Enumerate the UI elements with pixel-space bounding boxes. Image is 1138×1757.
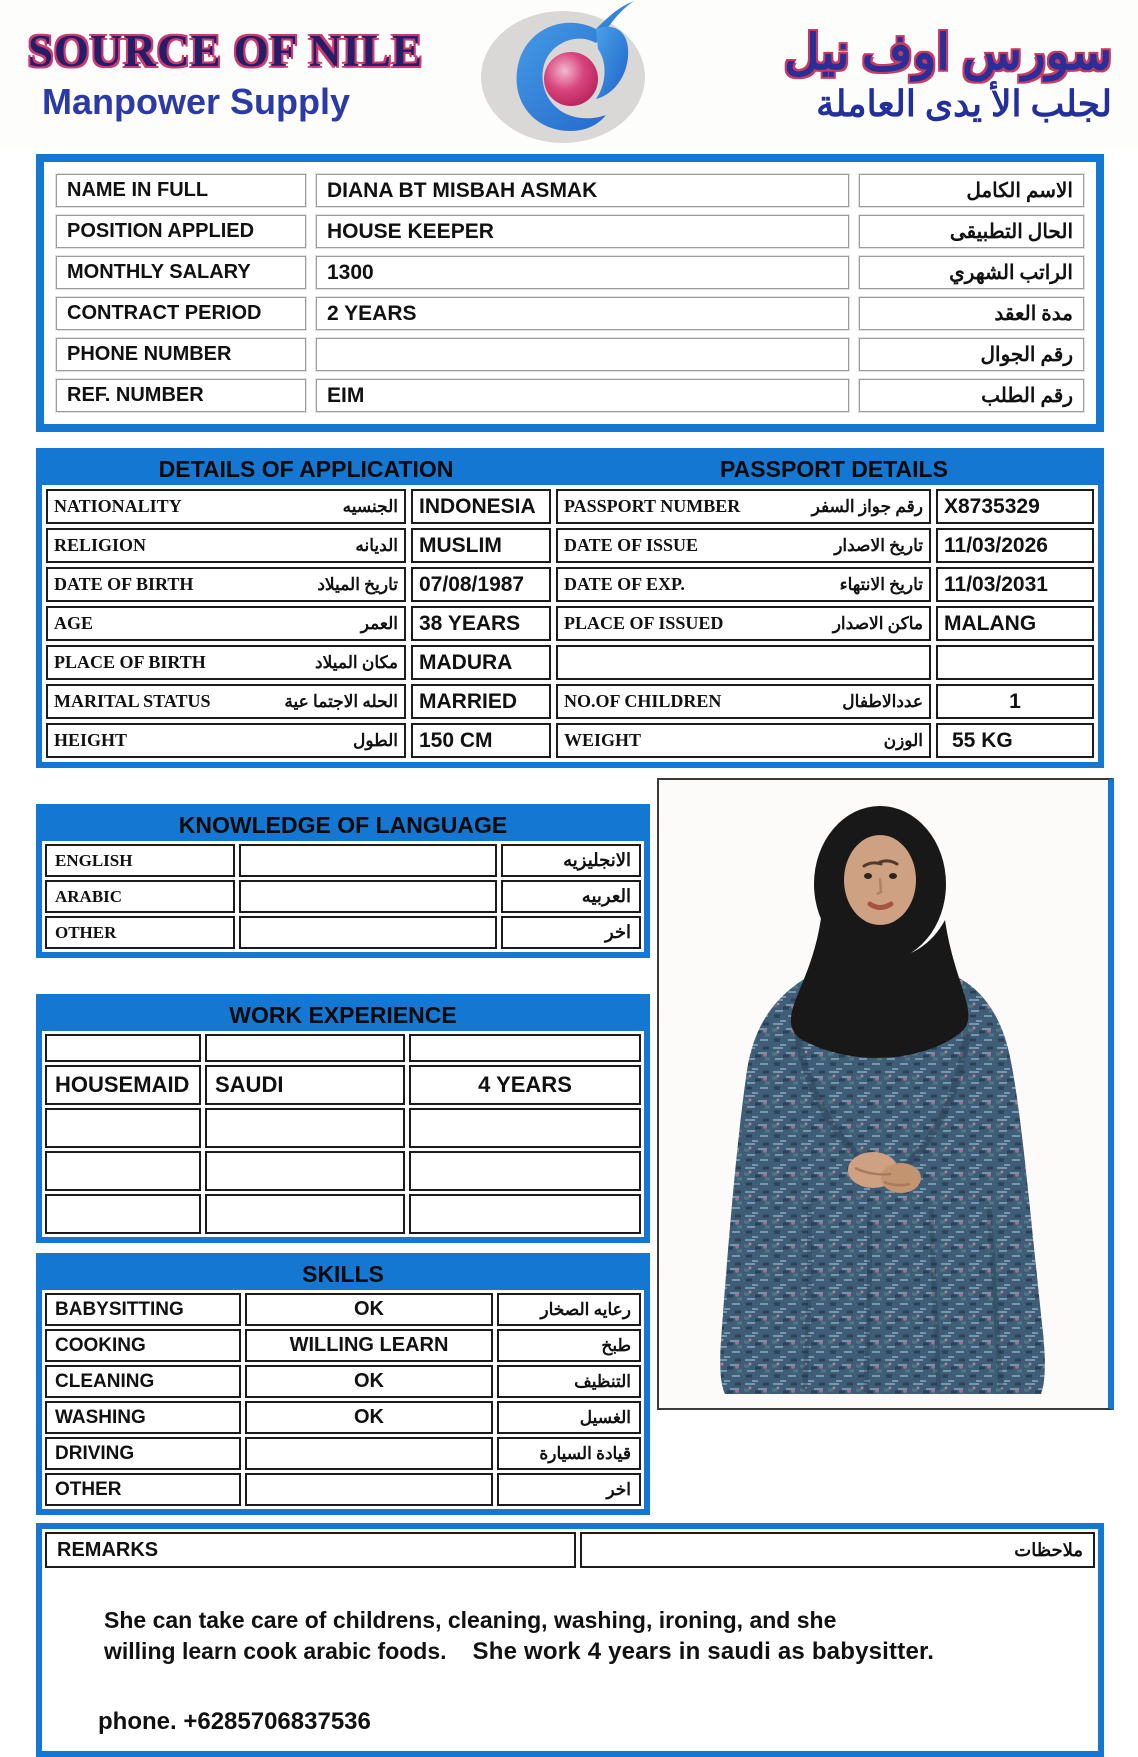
- table-row: [45, 916, 641, 949]
- religion-label: RELIGION: [54, 535, 147, 555]
- brand-subtitle: Manpower Supply: [42, 81, 351, 122]
- table-row: [45, 1401, 641, 1434]
- salary-label-arabic: الراتب الشهري: [859, 256, 1084, 289]
- height-label-arabic: الطول: [353, 730, 398, 750]
- name-value: DIANA BT MISBAH ASMAK: [316, 174, 849, 207]
- table-row: [46, 606, 1094, 641]
- section-header: [42, 454, 1098, 485]
- other-language-label: OTHER: [45, 916, 235, 949]
- arabic-value: [239, 880, 497, 913]
- work-experience-section: [36, 994, 650, 1243]
- date-of-birth-value: 07/08/1987: [411, 567, 551, 602]
- table-row: [45, 1065, 641, 1105]
- age-label-arabic: العمر: [360, 613, 398, 633]
- cleaning-value: OK: [245, 1365, 493, 1398]
- weight-label-arabic: الوزن: [883, 730, 923, 750]
- place-of-issued-value: MALANG: [936, 606, 1094, 641]
- weight-value: 55 KG: [936, 723, 1094, 758]
- salary-label: MONTHLY SALARY: [56, 256, 306, 289]
- other-language-value: [239, 916, 497, 949]
- other-skill-value: [245, 1473, 493, 1506]
- remarks-label: REMARKS: [45, 1532, 576, 1568]
- candidate-photo: [657, 778, 1114, 1410]
- remarks-label-arabic: ملاحظات: [580, 1532, 1095, 1568]
- contract-value: 2 YEARS: [316, 297, 849, 330]
- date-of-birth-label: DATE OF BIRTH: [54, 574, 194, 594]
- phone-value: [316, 338, 849, 371]
- brand-title: SOURCE OF NILE: [28, 26, 423, 76]
- washing-label-arabic: الغسيل: [497, 1401, 641, 1434]
- work-position-value: HOUSEMAID: [45, 1065, 201, 1105]
- other-skill-label: OTHER: [45, 1473, 241, 1506]
- table-row: [56, 338, 1084, 371]
- table-row: [45, 844, 641, 877]
- marital-status-label: MARITAL STATUS: [54, 691, 211, 711]
- table-row: [45, 1151, 641, 1191]
- passport-number-value: X8735329: [936, 489, 1094, 524]
- brand-block: [0, 25, 468, 123]
- date-of-issue-label: DATE OF ISSUE: [564, 535, 699, 555]
- passport-number-label: PASSPORT NUMBER: [564, 496, 741, 516]
- empty-value: [936, 645, 1094, 680]
- driving-label-arabic: قيادة السيارة: [497, 1437, 641, 1470]
- english-value: [239, 844, 497, 877]
- nationality-label: NATIONALITY: [54, 496, 182, 516]
- place-of-birth-label-arabic: مكان الميلاد: [315, 652, 398, 672]
- contract-label-arabic: مدة العقد: [859, 297, 1084, 330]
- language-title: KNOWLEDGE OF LANGUAGE: [42, 810, 644, 841]
- contract-label: CONTRACT PERIOD: [56, 297, 306, 330]
- work-experience-title: WORK EXPERIENCE: [42, 1000, 644, 1031]
- driving-label: DRIVING: [45, 1437, 241, 1470]
- cooking-label-arabic: طبخ: [497, 1329, 641, 1362]
- details-passport-section: [36, 448, 1104, 768]
- remarks-body: [42, 1571, 1098, 1746]
- table-row: [46, 489, 1094, 524]
- remarks-header: [42, 1529, 1098, 1571]
- other-language-label-arabic: اخر: [501, 916, 641, 949]
- age-value: 38 YEARS: [411, 606, 551, 641]
- table-row: [45, 1365, 641, 1398]
- remarks-section: [36, 1523, 1104, 1757]
- table-row: [46, 684, 1094, 719]
- children-label: NO.OF CHILDREN: [564, 691, 722, 711]
- height-value: 150 CM: [411, 723, 551, 758]
- brand-arabic-block: [658, 24, 1138, 125]
- position-label-arabic: الحال التطبيقى: [859, 215, 1084, 248]
- cooking-label: COOKING: [45, 1329, 241, 1362]
- arabic-label: ARABIC: [45, 880, 235, 913]
- table-row: [45, 1473, 641, 1506]
- date-of-birth-label-arabic: تاريخ الميلاد: [317, 574, 398, 594]
- remarks-text: She can take care of childrens, cleaning, washing, ironing, and she willing learn cook arabic foods. She work 4 years in saudi as babysitter.: [104, 1607, 935, 1666]
- english-label-arabic: الانجليزيه: [501, 844, 641, 877]
- brand-arabic-subtitle: لجلب الأ يدى العاملة: [816, 83, 1112, 124]
- position-value: HOUSE KEEPER: [316, 215, 849, 248]
- weight-label: WEIGHT: [564, 730, 642, 750]
- applicant-summary-table: [36, 154, 1104, 432]
- cleaning-label-arabic: التنظيف: [497, 1365, 641, 1398]
- place-of-issued-label: PLACE OF ISSUED: [564, 613, 724, 633]
- name-label: NAME IN FULL: [56, 174, 306, 207]
- cleaning-label: CLEANING: [45, 1365, 241, 1398]
- passport-title: PASSPORT DETAILS: [720, 456, 948, 482]
- table-row: [45, 1329, 641, 1362]
- date-of-exp-label-arabic: تاريخ الانتهاء: [839, 574, 923, 594]
- company-logo-icon: [468, 0, 658, 150]
- babysitting-value: OK: [245, 1293, 493, 1326]
- details-table: [42, 485, 1098, 762]
- place-of-issued-label-arabic: ماكن الاصدار: [832, 613, 923, 633]
- skills-section: [36, 1253, 650, 1515]
- date-of-issue-label-arabic: تاريخ الاصدار: [834, 535, 923, 555]
- table-row: [45, 1108, 641, 1148]
- table-row: [46, 645, 1094, 680]
- children-label-arabic: عددالاطفال: [842, 691, 923, 711]
- washing-value: OK: [245, 1401, 493, 1434]
- brand-arabic-title: سورس اوف نيل: [784, 24, 1112, 80]
- ref-label: REF. NUMBER: [56, 379, 306, 412]
- nationality-value: INDONESIA: [411, 489, 551, 524]
- table-row: [56, 297, 1084, 330]
- salary-value: 1300: [316, 256, 849, 289]
- work-country-value: SAUDI: [205, 1065, 405, 1105]
- height-label: HEIGHT: [54, 730, 128, 750]
- remarks-text-2: She work 4 years in saudi as babysitter.: [472, 1638, 935, 1666]
- marital-status-label-arabic: الحله الاجتما عية: [284, 691, 398, 711]
- table-row: [56, 256, 1084, 289]
- table-row: [56, 215, 1084, 248]
- date-of-exp-value: 11/03/2031: [936, 567, 1094, 602]
- date-of-issue-value: 11/03/2026: [936, 528, 1094, 563]
- babysitting-label-arabic: رعايه الصخار: [497, 1293, 641, 1326]
- other-skill-label-arabic: اخر: [497, 1473, 641, 1506]
- table-row: [56, 174, 1084, 207]
- position-label: POSITION APPLIED: [56, 215, 306, 248]
- marital-status-value: MARRIED: [411, 684, 551, 719]
- place-of-birth-label: PLACE OF BIRTH: [54, 652, 206, 672]
- nationality-label-arabic: الجنسيه: [342, 496, 398, 516]
- work-duration-value: 4 YEARS: [409, 1065, 641, 1105]
- table-row: [45, 880, 641, 913]
- name-label-arabic: الاسم الكامل: [859, 174, 1084, 207]
- table-row: [45, 1437, 641, 1470]
- table-row: [45, 1293, 641, 1326]
- phone-label: PHONE NUMBER: [56, 338, 306, 371]
- passport-number-label-arabic: رقم جواز السفر: [811, 496, 923, 516]
- table-row: [46, 567, 1094, 602]
- date-of-exp-label: DATE OF EXP.: [564, 574, 685, 594]
- table-row: [45, 1034, 641, 1062]
- babysitting-label: BABYSITTING: [45, 1293, 241, 1326]
- driving-value: [245, 1437, 493, 1470]
- arabic-label-arabic: العربيه: [501, 880, 641, 913]
- religion-label-arabic: الديانه: [355, 535, 398, 555]
- language-section: [36, 804, 650, 958]
- table-row: [46, 528, 1094, 563]
- cooking-value: WILLING LEARN: [245, 1329, 493, 1362]
- remarks-phone: phone. +6285706837536: [98, 1708, 371, 1736]
- place-of-birth-value: MADURA: [411, 645, 551, 680]
- religion-value: MUSLIM: [411, 528, 551, 563]
- ref-label-arabic: رقم الطلب: [859, 379, 1084, 412]
- table-row: [56, 379, 1084, 412]
- english-label: ENGLISH: [45, 844, 235, 877]
- details-title: DETAILS OF APPLICATION: [158, 456, 454, 482]
- washing-label: WASHING: [45, 1401, 241, 1434]
- table-row: [45, 1194, 641, 1234]
- skills-title: SKILLS: [42, 1259, 644, 1290]
- children-value: 1: [936, 684, 1094, 719]
- ref-value: EIM: [316, 379, 849, 412]
- letterhead: [0, 0, 1138, 148]
- phone-label-arabic: رقم الجوال: [859, 338, 1084, 371]
- table-row: [46, 723, 1094, 758]
- age-label: AGE: [54, 613, 94, 633]
